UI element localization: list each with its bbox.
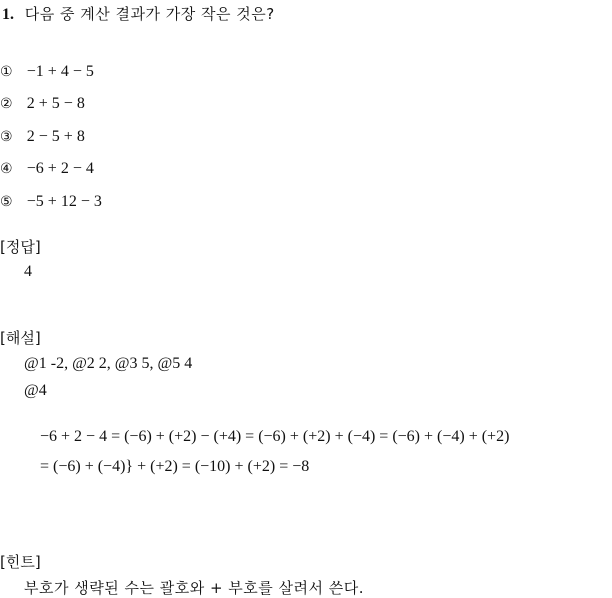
answer-label: [정답] [0,238,41,256]
choice-marker: ② [0,96,13,112]
choice-marker: ④ [0,161,13,177]
question-text: 다음 중 계산 결과가 가장 작은 것은? [24,5,275,23]
choice-expr: 2 + 5 − 8 [26,95,85,112]
explanation-label: [해설] [0,329,41,347]
explanation-equation-1: −6 + 2 − 4 = (−6) + (+2) − (+4) = (−6) + (+2) + (−4) = (−6) + (−4) + (+2) [40,428,510,445]
choice-marker: ③ [0,129,13,145]
hint-text: 부호가 생략된 수는 괄호와 + 부호를 살려서 쓴다. [24,579,365,597]
explanation-line-2: @4 [24,382,47,399]
choice-expr: −1 + 4 − 5 [26,63,94,80]
choice-3 [0,127,85,146]
question-number: 1. [2,6,14,23]
choice-2 [0,94,85,113]
answer-value: 4 [24,263,32,280]
choice-marker: ⑤ [0,194,13,210]
choice-4 [0,159,94,178]
question-header [2,3,275,24]
choice-5 [0,192,102,211]
choice-expr: −5 + 12 − 3 [26,193,102,210]
explanation-line-1: @1 -2, @2 2, @3 5, @5 4 [24,355,193,372]
choice-expr: −6 + 2 − 4 [26,160,94,177]
choice-expr: 2 − 5 + 8 [26,128,85,145]
explanation-equation-2: = (−6) + (−4)} + (+2) = (−10) + (+2) = −8 [40,458,310,475]
hint-label: [힌트] [0,553,41,571]
choice-1 [0,62,94,81]
choice-marker: ① [0,64,13,80]
